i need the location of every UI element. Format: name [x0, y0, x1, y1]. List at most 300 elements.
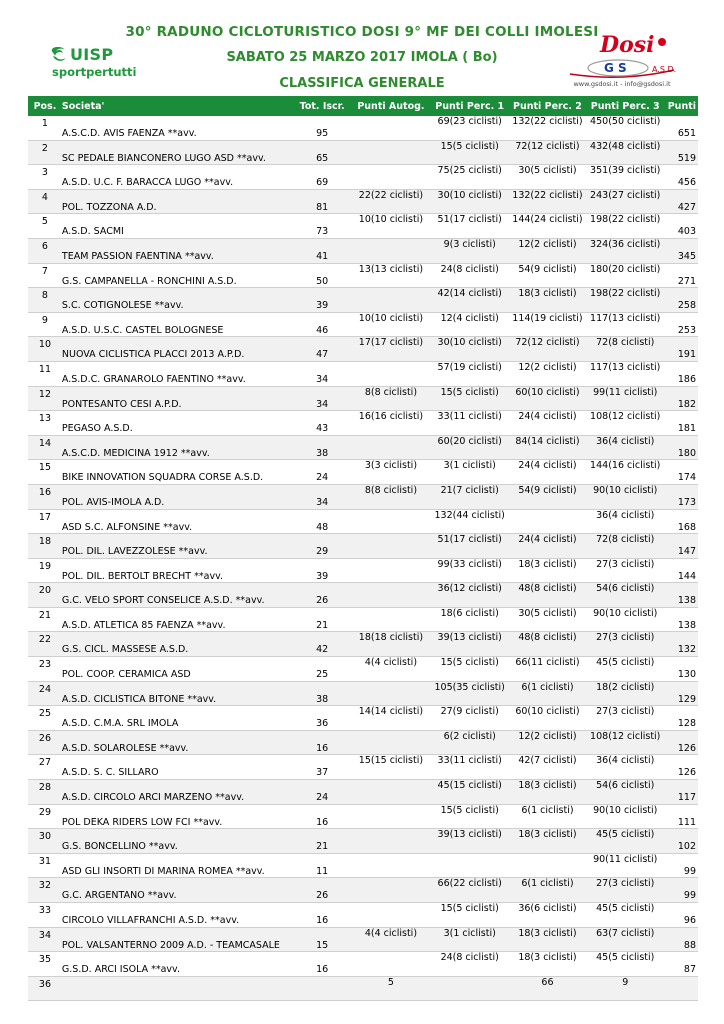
row-societa: A.S.D. SOLAROLESE **avv. — [61, 742, 189, 754]
row-punti-perc-3-riders: (10 ciclisti) — [605, 804, 658, 816]
row-punti-perc-3-riders: (3 ciclisti) — [608, 558, 655, 570]
row-tot-iscr: 16 — [316, 742, 329, 754]
row-punti-autog — [351, 436, 431, 460]
table-row — [28, 952, 698, 977]
row-punti: 102 — [677, 841, 697, 853]
row-punti-perc-1 — [431, 436, 509, 460]
row-punti-perc-1 — [431, 952, 509, 976]
row-tot-iscr: 48 — [316, 521, 329, 533]
row-punti — [664, 977, 698, 1001]
row-position: 2 — [41, 142, 48, 154]
row-punti-perc-1-value: 36 — [437, 583, 450, 595]
row-punti: 138 — [677, 619, 697, 631]
row-punti-perc-1-riders: (17 ciclisti) — [449, 534, 502, 546]
row-punti-perc-1 — [431, 928, 509, 952]
row-punti-perc-2 — [509, 657, 587, 681]
row-societa: SC PEDALE BIANCONERO LUGO ASD **avv. — [61, 152, 266, 164]
row-punti-perc-1 — [431, 264, 509, 288]
table-row — [28, 854, 698, 879]
page-header — [0, 0, 724, 96]
row-punti-autog-value: 10 — [358, 214, 371, 226]
row-punti-perc-1-riders: (13 ciclisti) — [449, 632, 502, 644]
row-punti-perc-3 — [586, 239, 664, 263]
row-position: 35 — [38, 954, 51, 966]
row-punti-perc-1-value: 6 — [443, 730, 450, 742]
row-punti-perc-2 — [509, 706, 587, 730]
row-punti-perc-1-riders: (44 ciclisti) — [452, 509, 505, 521]
row-societa: POL DEKA RIDERS LOW FCI **avv. — [61, 816, 223, 828]
row-punti-perc-3-riders: (27 ciclisti) — [608, 189, 661, 201]
row-societa: A.S.D. CICLISTICA BITONE **avv. — [61, 693, 217, 705]
table-row — [28, 731, 698, 756]
row-punti-autog — [351, 928, 431, 952]
row-punti-perc-3-value: 243 — [590, 189, 609, 201]
row-punti-perc-1-riders: (5 ciclisti) — [452, 386, 499, 398]
row-punti-perc-3-value: 9 — [622, 976, 629, 988]
row-punti-perc-2 — [509, 977, 587, 1001]
row-punti-perc-2 — [509, 165, 587, 189]
row-punti-perc-2 — [509, 755, 587, 779]
row-punti-perc-1-riders: (19 ciclisti) — [449, 361, 502, 373]
row-punti-perc-3-riders: (22 ciclisti) — [608, 288, 661, 300]
row-punti-perc-1-riders: (23 ciclisti) — [449, 116, 502, 127]
row-societa: G.S. CICL. MASSESE A.S.D. — [61, 644, 189, 656]
row-punti-perc-2-riders: (12 ciclisti) — [527, 337, 580, 349]
row-position: 23 — [38, 659, 51, 671]
row-punti-perc-1-value: 3 — [443, 927, 450, 939]
dosi-logo — [566, 30, 678, 92]
row-societa: POL. AVIS-IMOLA A.D. — [61, 496, 165, 508]
row-position: 15 — [38, 462, 51, 474]
row-punti-perc-1-value: 30 — [437, 337, 450, 349]
row-punti-perc-2 — [509, 116, 587, 140]
row-punti-perc-3-riders: (4 ciclisti) — [608, 435, 655, 447]
row-punti-perc-2 — [509, 952, 587, 976]
row-position: 32 — [38, 880, 51, 892]
row-punti-autog-riders: (15 ciclisti) — [370, 755, 424, 767]
row-societa: G.S.D. ARCI ISOLA **avv. — [61, 964, 180, 976]
row-punti-perc-2-riders: (3 ciclisti) — [530, 952, 577, 964]
row-punti-perc-2-riders: (2 ciclisti) — [530, 238, 577, 250]
row-tot-iscr: 25 — [316, 669, 329, 681]
row-punti-perc-2-riders: (3 ciclisti) — [530, 780, 577, 792]
row-punti-perc-3-value: 99 — [593, 386, 606, 398]
row-punti: 87 — [683, 964, 697, 976]
row-punti-perc-3 — [586, 337, 664, 361]
row-punti-perc-1 — [431, 510, 509, 534]
row-punti-perc-1-value: 51 — [437, 534, 450, 546]
row-position: 14 — [38, 437, 51, 449]
row-punti-perc-3 — [586, 116, 664, 140]
row-punti-perc-1-value: 132 — [434, 509, 453, 521]
row-punti-perc-2-riders: (9 ciclisti) — [530, 263, 577, 275]
row-punti-perc-2 — [509, 854, 587, 878]
row-punti-autog-riders: (10 ciclisti) — [370, 312, 424, 324]
row-punti-perc-2-value: 144 — [512, 214, 531, 226]
row-punti: 182 — [677, 398, 697, 410]
uisp-mark-icon — [50, 47, 68, 63]
col-punti-perc-3: Punti Perc. 3 — [590, 100, 660, 112]
row-punti-perc-2-value: 84 — [515, 435, 528, 447]
row-tot-iscr: 37 — [316, 767, 329, 779]
row-punti-perc-3 — [586, 583, 664, 607]
row-punti-perc-2 — [509, 559, 587, 583]
row-punti-perc-3-value: 27 — [596, 558, 609, 570]
row-punti-perc-3-value: 324 — [590, 238, 609, 250]
row-punti-perc-3-value: 117 — [590, 361, 609, 373]
row-punti-perc-3 — [586, 928, 664, 952]
row-punti-autog — [351, 362, 431, 386]
table-row — [28, 977, 698, 1002]
row-punti: 427 — [677, 201, 697, 213]
row-punti-perc-3-riders: (22 ciclisti) — [608, 214, 661, 226]
row-punti-perc-1-value: 30 — [437, 189, 450, 201]
row-punti-perc-3 — [586, 190, 664, 214]
row-punti-perc-2-value: 66 — [515, 657, 528, 669]
row-punti-perc-2 — [509, 780, 587, 804]
row-punti: 258 — [677, 300, 697, 312]
row-position: 31 — [38, 855, 51, 867]
table-row — [28, 780, 698, 805]
row-punti-perc-2-riders: (7 ciclisti) — [530, 755, 577, 767]
row-societa: G.C. VELO SPORT CONSELICE A.S.D. **avv. — [61, 595, 265, 607]
row-punti-perc-2-riders: (1 ciclisti) — [527, 681, 574, 693]
row-tot-iscr: 50 — [316, 275, 329, 287]
row-punti: 181 — [677, 423, 697, 435]
row-punti: 191 — [677, 349, 697, 361]
row-punti-autog — [351, 780, 431, 804]
row-punti: 130 — [677, 669, 697, 681]
row-societa: A.S.D.C. GRANAROLO FAENTINO **avv. — [61, 373, 246, 385]
row-punti-autog — [351, 583, 431, 607]
row-punti-autog-riders: (8 ciclisti) — [370, 386, 418, 398]
row-tot-iscr: 34 — [316, 398, 329, 410]
row-punti-perc-1-value: 39 — [437, 632, 450, 644]
row-position: 22 — [38, 634, 51, 646]
row-punti-perc-3-value: 108 — [590, 411, 609, 423]
row-punti-perc-1-value: 33 — [437, 411, 450, 423]
row-punti: 271 — [677, 275, 697, 287]
row-position: 18 — [38, 536, 51, 548]
row-societa: A.S.C.D. AVIS FAENZA **avv. — [61, 128, 197, 139]
row-punti-perc-3 — [586, 682, 664, 706]
col-pos: Pos. — [33, 100, 57, 112]
row-punti-perc-3-value: 36 — [596, 435, 609, 447]
row-societa: POL. COOP. CERAMICA ASD — [61, 669, 191, 681]
row-position: 24 — [38, 683, 51, 695]
table-row — [28, 878, 698, 903]
row-punti-perc-1-value: 99 — [437, 558, 450, 570]
row-punti-perc-3-riders: (7 ciclisti) — [608, 927, 655, 939]
row-punti-perc-2-value: 12 — [518, 361, 531, 373]
row-punti-perc-2 — [509, 731, 587, 755]
row-position: 11 — [38, 363, 51, 375]
row-punti-perc-2-riders: (3 ciclisti) — [530, 558, 577, 570]
row-punti-perc-2-riders: (10 ciclisti) — [527, 386, 580, 398]
row-punti-autog — [351, 190, 431, 214]
table-row — [28, 362, 698, 387]
row-punti-perc-1 — [431, 829, 509, 853]
row-punti-perc-2-riders: (9 ciclisti) — [530, 484, 577, 496]
row-punti-perc-2-value: 132 — [512, 116, 531, 127]
row-punti-perc-1-value: 15 — [440, 140, 453, 152]
row-societa: POL. TOZZONA A.D. — [61, 201, 157, 213]
row-punti-perc-2-riders: (8 ciclisti) — [530, 632, 577, 644]
row-punti-perc-3-riders: (50 ciclisti) — [608, 116, 661, 127]
row-punti-perc-3 — [586, 510, 664, 534]
row-punti-perc-3-riders: (5 ciclisti) — [608, 657, 655, 669]
row-societa: S.C. COTIGNOLESE **avv. — [61, 300, 184, 312]
row-punti-perc-1-riders: (7 ciclisti) — [452, 484, 499, 496]
row-punti: 128 — [677, 718, 697, 730]
row-punti-perc-1-value: 60 — [437, 435, 450, 447]
row-punti-autog-value: 22 — [358, 189, 371, 201]
row-punti-perc-2-riders: (4 ciclisti) — [530, 460, 577, 472]
row-punti-perc-3-value: 36 — [596, 755, 609, 767]
row-punti: 144 — [677, 570, 697, 582]
row-punti-perc-3-riders: (4 ciclisti) — [608, 509, 655, 521]
row-punti-perc-3 — [586, 854, 664, 878]
row-punti-autog — [351, 903, 431, 927]
row-punti-perc-2-value: 6 — [521, 681, 528, 693]
row-punti-perc-2-value: 24 — [518, 411, 531, 423]
row-societa: POL. DIL. LAVEZZOLESE **avv. — [61, 546, 208, 558]
row-punti-perc-2-riders: (22 ciclisti) — [530, 189, 583, 201]
row-punti-perc-1-riders: (3 ciclisti) — [449, 238, 496, 250]
row-punti-perc-3-riders: (6 ciclisti) — [608, 583, 655, 595]
row-punti-perc-2-value: 72 — [515, 337, 528, 349]
row-tot-iscr: 43 — [316, 423, 329, 435]
row-punti-perc-1-value: 39 — [437, 829, 450, 841]
row-punti-autog-riders: (16 ciclisti) — [370, 411, 424, 423]
row-punti-perc-3-riders: (10 ciclisti) — [605, 607, 658, 619]
row-punti-autog-value: 14 — [358, 706, 371, 718]
row-punti: 99 — [683, 865, 697, 877]
row-societa: A.S.D. SACMI — [61, 226, 124, 238]
row-punti-perc-3-riders: (3 ciclisti) — [608, 632, 655, 644]
row-punti-perc-2-riders: (3 ciclisti) — [530, 288, 577, 300]
row-punti-perc-2-value: 114 — [512, 312, 531, 324]
row-punti-perc-3 — [586, 165, 664, 189]
row-punti-perc-3-value: 432 — [590, 140, 609, 152]
row-punti-perc-2-value: 18 — [518, 558, 531, 570]
row-punti-perc-3 — [586, 731, 664, 755]
row-punti-perc-1-riders: (5 ciclisti) — [452, 140, 499, 152]
row-punti-perc-3-riders: (5 ciclisti) — [608, 952, 655, 964]
row-punti-perc-3 — [586, 657, 664, 681]
row-punti-perc-3 — [586, 534, 664, 558]
row-punti-perc-1-value: 21 — [440, 484, 453, 496]
row-punti: 111 — [677, 816, 697, 828]
row-punti-perc-3-value: 450 — [590, 116, 609, 127]
table-body — [28, 116, 698, 1001]
row-punti-perc-1-riders: (15 ciclisti) — [449, 780, 502, 792]
ranking-table — [28, 96, 698, 1001]
row-punti-autog — [351, 141, 431, 165]
row-punti-autog-riders: (18 ciclisti) — [370, 632, 424, 644]
row-punti-perc-3-value: 198 — [590, 288, 609, 300]
row-punti-perc-1 — [431, 805, 509, 829]
row-punti-perc-1-value: 69 — [437, 116, 450, 127]
row-tot-iscr: 34 — [316, 496, 329, 508]
row-punti-perc-3 — [586, 436, 664, 460]
row-punti-autog-value: 13 — [358, 263, 371, 275]
row-position: 17 — [38, 511, 51, 523]
row-punti-perc-1-value: 24 — [440, 952, 453, 964]
row-position: 9 — [41, 314, 48, 326]
row-punti-perc-2 — [509, 460, 587, 484]
row-punti: 147 — [677, 546, 697, 558]
row-punti-perc-3-value: 18 — [596, 681, 609, 693]
row-punti-perc-2-value: 12 — [518, 238, 531, 250]
row-punti-perc-1-riders: (5 ciclisti) — [452, 657, 499, 669]
row-punti-perc-2-riders: (11 ciclisti) — [527, 657, 580, 669]
row-punti-perc-3 — [586, 362, 664, 386]
row-position: 20 — [38, 585, 51, 597]
row-punti-perc-3 — [586, 214, 664, 238]
row-position: 13 — [38, 413, 51, 425]
row-tot-iscr: 29 — [316, 546, 329, 558]
row-position: 16 — [38, 486, 51, 498]
row-punti-perc-3 — [586, 288, 664, 312]
row-punti-perc-2-value: 18 — [518, 829, 531, 841]
row-punti-perc-3-riders: (12 ciclisti) — [608, 411, 661, 423]
row-societa: TEAM PASSION FAENTINA **avv. — [61, 250, 214, 262]
table-row — [28, 534, 698, 559]
row-societa: G.S. CAMPANELLA - RONCHINI A.S.D. — [61, 275, 237, 287]
row-punti-autog-riders: (22 ciclisti) — [370, 189, 424, 201]
row-punti-perc-1-riders: (12 ciclisti) — [449, 583, 502, 595]
row-punti-perc-3-riders: (8 ciclisti) — [608, 337, 655, 349]
row-punti-autog — [351, 264, 431, 288]
uisp-logo-name: UISP — [70, 45, 114, 64]
row-punti-autog — [351, 288, 431, 312]
row-punti-perc-3-value: 45 — [596, 952, 609, 964]
row-punti-perc-3-value: 27 — [596, 706, 609, 718]
row-punti-perc-3-riders: (3 ciclisti) — [608, 878, 655, 890]
event-title: 30° RADUNO CICLOTURISTICO DOSI 9° MF DEI COLLI IMOLESI — [125, 24, 599, 40]
row-punti-perc-2-riders: (1 ciclisti) — [527, 804, 574, 816]
row-punti-perc-1-riders: (14 ciclisti) — [449, 288, 502, 300]
row-punti-perc-2-value: 6 — [521, 878, 528, 890]
row-punti-perc-2-value: 24 — [518, 460, 531, 472]
row-punti-autog-value: 16 — [358, 411, 371, 423]
row-punti-perc-2-value: 48 — [518, 632, 531, 644]
row-punti-perc-1-riders: (5 ciclisti) — [452, 804, 499, 816]
row-punti: 99 — [683, 890, 697, 902]
col-punti-autog: Punti Autog. — [357, 100, 425, 112]
row-punti-perc-3 — [586, 829, 664, 853]
row-position: 29 — [38, 806, 51, 818]
row-punti-perc-1-riders: (8 ciclisti) — [452, 263, 499, 275]
row-punti-perc-1 — [431, 682, 509, 706]
row-punti-perc-2-value: 48 — [518, 583, 531, 595]
row-punti-autog-riders: (4 ciclisti) — [370, 657, 418, 669]
row-punti-perc-1-value: 75 — [437, 165, 450, 177]
row-punti-autog-value: 8 — [364, 484, 371, 496]
row-punti-perc-1-riders: (10 ciclisti) — [449, 337, 502, 349]
row-punti-perc-2 — [509, 141, 587, 165]
row-punti-perc-2-value: 54 — [518, 263, 531, 275]
col-societa: Societa' — [61, 100, 105, 112]
row-punti-perc-1-riders: (10 ciclisti) — [449, 189, 502, 201]
row-punti-perc-1-value: 24 — [440, 263, 453, 275]
row-punti-perc-2 — [509, 928, 587, 952]
table-row — [28, 288, 698, 313]
uisp-logo — [50, 45, 150, 85]
uisp-logo-subtitle: sportpertutti — [52, 65, 137, 79]
row-punti-perc-3-value: 36 — [596, 509, 609, 521]
row-punti-autog-value: 8 — [364, 386, 371, 398]
row-punti-perc-3 — [586, 780, 664, 804]
row-punti-perc-3-riders: (8 ciclisti) — [608, 534, 655, 546]
row-punti-perc-3-value: 27 — [596, 878, 609, 890]
row-position: 6 — [41, 240, 48, 252]
table-row — [28, 510, 698, 535]
row-punti-autog — [351, 829, 431, 853]
row-punti-perc-3-riders: (5 ciclisti) — [608, 829, 655, 841]
row-punti-perc-2-riders: (8 ciclisti) — [530, 583, 577, 595]
row-punti-autog — [351, 854, 431, 878]
row-punti-autog — [351, 682, 431, 706]
table-row — [28, 313, 698, 338]
row-punti-perc-3-riders: (3 ciclisti) — [608, 706, 655, 718]
table-row — [28, 116, 698, 141]
table-row — [28, 706, 698, 731]
row-punti-perc-1-riders: (11 ciclisti) — [449, 411, 502, 423]
row-tot-iscr: 47 — [316, 349, 329, 361]
row-tot-iscr: 95 — [316, 128, 329, 139]
row-punti-perc-1-value: 15 — [440, 386, 453, 398]
row-punti-perc-2 — [509, 190, 587, 214]
row-position: 25 — [38, 708, 51, 720]
row-punti-perc-2-value: 132 — [512, 189, 531, 201]
row-punti-perc-3 — [586, 264, 664, 288]
row-punti: 253 — [677, 324, 697, 336]
row-tot-iscr: 21 — [316, 619, 329, 631]
row-punti-perc-2-value: 30 — [518, 165, 531, 177]
row-punti-perc-2 — [509, 682, 587, 706]
row-punti-perc-1 — [431, 165, 509, 189]
row-punti-perc-2 — [509, 583, 587, 607]
row-punti-autog — [351, 510, 431, 534]
row-tot-iscr: 42 — [316, 644, 329, 656]
row-punti-autog — [351, 165, 431, 189]
row-punti-autog-riders: (8 ciclisti) — [370, 484, 418, 496]
row-punti-perc-3 — [586, 141, 664, 165]
dosi-logo-name: Dosi — [600, 32, 655, 58]
row-tot-iscr: 41 — [316, 250, 329, 262]
row-punti-perc-1-riders: (11 ciclisti) — [449, 755, 502, 767]
row-punti-perc-1 — [431, 313, 509, 337]
row-punti-perc-3-riders: (4 ciclisti) — [608, 755, 655, 767]
row-punti-autog — [351, 657, 431, 681]
row-tot-iscr: 36 — [316, 718, 329, 730]
row-punti-perc-3 — [586, 903, 664, 927]
row-punti-perc-1-value: 15 — [440, 804, 453, 816]
row-punti: 126 — [677, 742, 697, 754]
row-punti-perc-1 — [431, 362, 509, 386]
row-punti-perc-3-value: 90 — [593, 607, 606, 619]
row-punti: 88 — [683, 939, 697, 951]
row-punti-perc-2-riders: (4 ciclisti) — [530, 534, 577, 546]
row-punti-perc-3-riders: (11 ciclisti) — [605, 386, 658, 398]
row-punti-perc-3-value: 45 — [596, 903, 609, 914]
col-punti-perc-1: Punti Perc. 1 — [435, 100, 505, 112]
row-punti-perc-2 — [509, 387, 587, 411]
row-position: 4 — [41, 191, 48, 203]
row-punti-perc-2-riders: (5 ciclisti) — [530, 607, 577, 619]
